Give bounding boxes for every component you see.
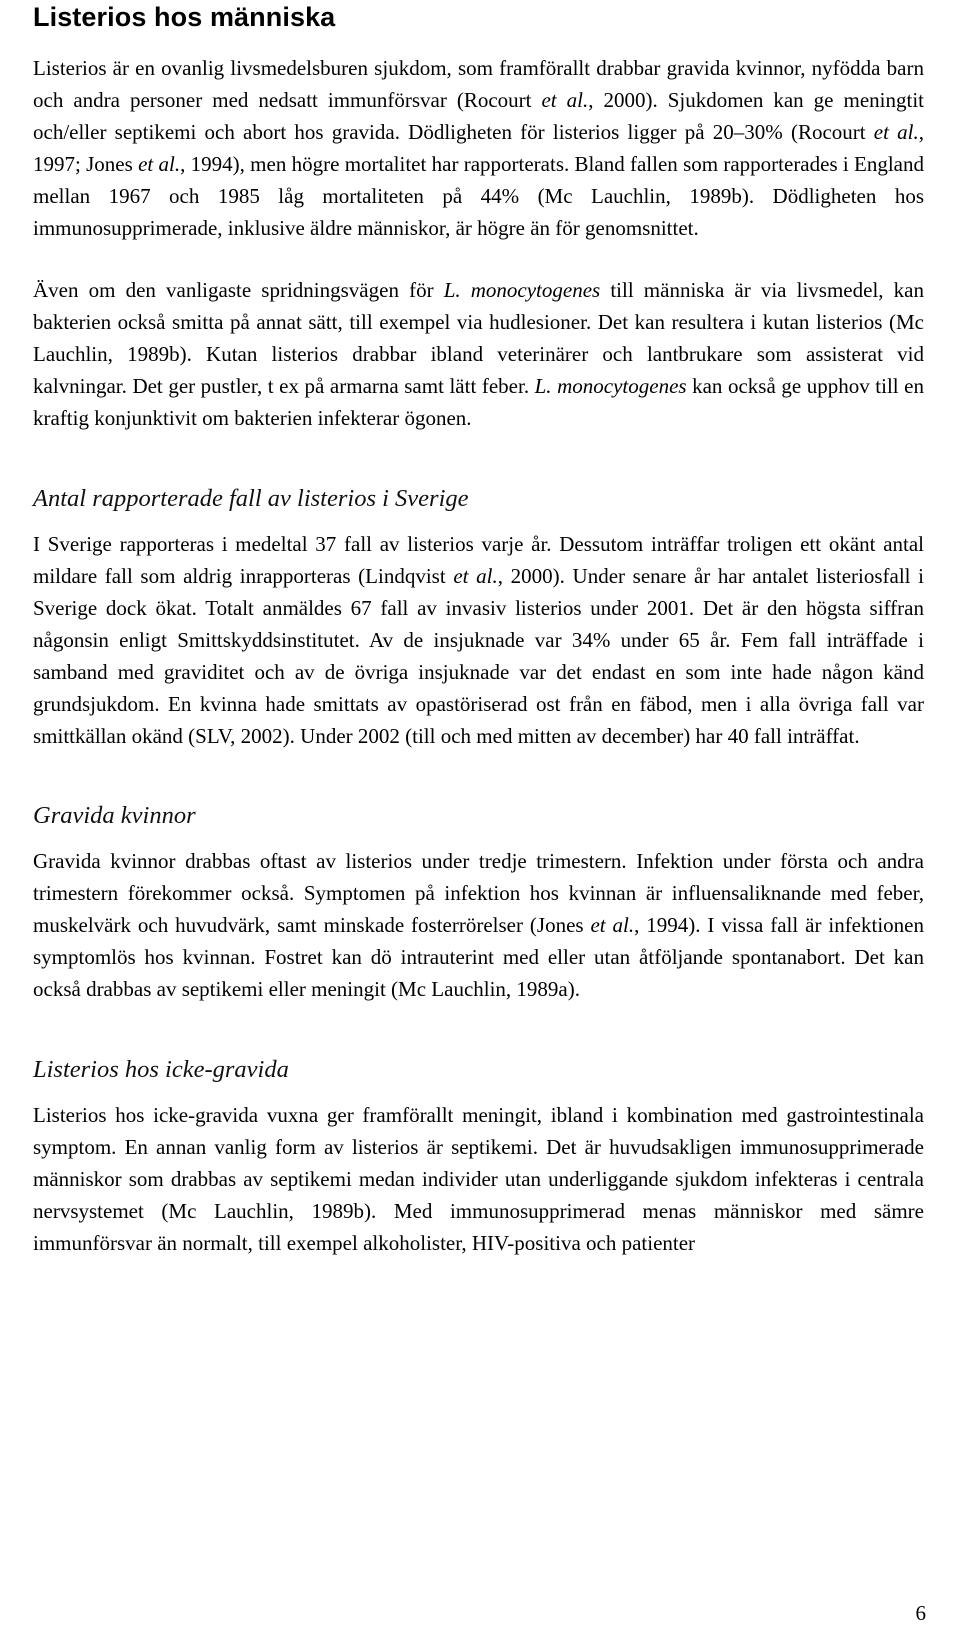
section-heading-pregnant-women: Gravida kvinnor [33,802,196,829]
page-number: 6 [915,1601,926,1625]
intro-paragraph-2: Även om den vanligaste spridningsvägen för L. monocytogenes till människa är via livsmedel, kan bakterien också smitta på annat sätt, till exempel via hudlesioner. Det kan resultera i kutan listerios (Mc Lauchlin, 1989b). Kutan listerios drabbar ibland veterinärer och lantbrukare som assisterat vid kalvningar. Det ger pustler, t ex på armarna samt lätt feber. L. monocytogenes kan också ge upphov till en kraftig konjunktivit om bakterien infekterar ögonen. [33,278,924,430]
section-heading-non-pregnant: Listerios hos icke-gravida [33,1056,289,1083]
page-title: Listerios hos människa [33,2,336,32]
intro-paragraph-1: Listerios är en ovanlig livsmedelsburen sjukdom, som framförallt drabbar gravida kvinnor, nyfödda barn och andra personer med nedsatt immunförsvar (Rocourt et al., 2000). Sjukdomen kan ge meningtit och/eller septikemi och abort hos gravida. Dödligheten för listerios ligger på 20–30% (Rocourt et al., 1997; Jones et al., 1994), men högre mortalitet har rapporterats. Bland fallen som rapporterades i England mellan 1967 och 1985 låg mortaliteten på 44% (Mc Lauchlin, 1989b). Dödligheten hos immunosupprimerade, inklusive äldre människor, är högre än för genomsnittet. [33,56,925,240]
section-paragraph-pregnant-women: Gravida kvinnor drabbas oftast av listerios under tredje trimestern. Infektion under första och andra trimestern förekommer också. Symptomen på infektion hos kvinnan är influensaliknande med feber, muskelvärk och huvudvärk, samt minskade fosterrörelser (Jones et al., 1994). I vissa fall är infektionen symptomlös hos kvinnan. Fostret kan dö intrauterint med eller utan åtföljande spontanabort. Det kan också drabbas av septikemi eller meningit (Mc Lauchlin, 1989a). [33,849,924,1001]
section-heading-reported-cases: Antal rapporterade fall av listerios i Sverige [33,485,469,512]
section-paragraph-non-pregnant: Listerios hos icke-gravida vuxna ger framförallt meningit, ibland i kombination med gastrointestinala symptom. En annan vanlig form av listerios är septikemi. Det är huvudsakligen immunosupprimerade människor som drabbas av septikemi medan individer utan underliggande sjukdom infekteras i centrala nervsystemet (Mc Lauchlin, 1989b). Med immunosupprimerad menas människor med sämre immunförsvar än normalt, till exempel alkoholister, HIV-positiva och patienter [33,1103,924,1255]
section-paragraph-reported-cases: I Sverige rapporteras i medeltal 37 fall av listerios varje år. Dessutom inträffar troligen ett okänt antal mildare fall som aldrig inrapporteras (Lindqvist et al., 2000). Under senare år har antalet listeriosfall i Sverige dock ökat. Totalt anmäldes 67 fall av invasiv listerios under 2001. Det är den högsta siffran någonsin enligt Smittskyddsinstitutet. Av de insjuknade var 34% under 65 år. Fem fall inträffade i samband med graviditet och av de övriga insjuknade var det endast en som inte hade någon känd grundsjukdom. En kvinna hade smittats av opastöriserad ost från en fäbod, men i alla övriga fall var smittkällan okänd (SLV, 2002). Under 2002 (till och med mitten av december) har 40 fall inträffat. [33,532,924,748]
